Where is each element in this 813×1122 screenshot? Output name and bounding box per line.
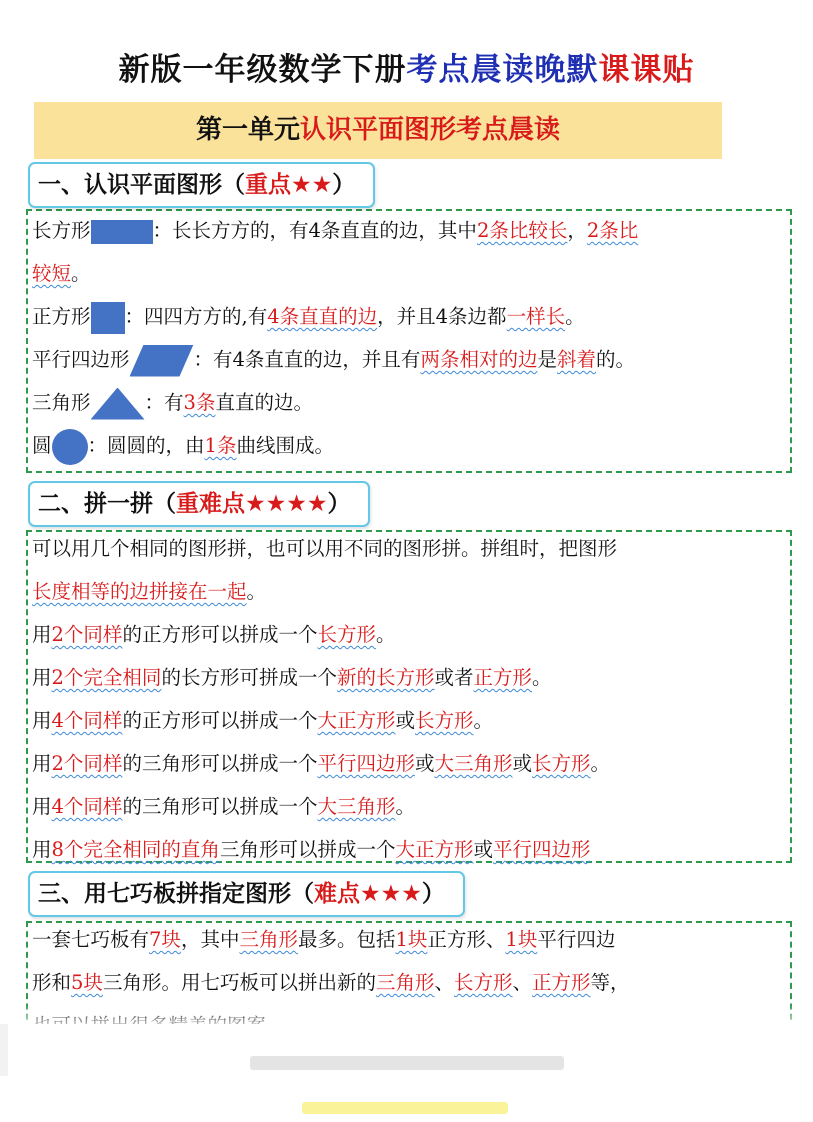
blurred-caption: [250, 1056, 564, 1070]
text: 长方形: [32, 219, 91, 242]
text: 正方形、: [427, 928, 506, 951]
text: 可以用几个相同的图形拼，也可以用不同的图形拼。拼组时，把图形: [32, 537, 618, 560]
text: 用: [32, 795, 52, 818]
highlight: 4个同样: [51, 795, 123, 818]
section1-close: ）: [332, 172, 356, 198]
highlight: 4个同样: [51, 709, 123, 732]
text: ：圆圆的，由: [87, 434, 205, 457]
highlight: 4条直直的边: [267, 305, 378, 328]
text: 的正方形可以拼成一个: [122, 623, 318, 646]
highlight: 正方形: [532, 971, 591, 994]
s2-line5: [32, 699, 792, 742]
highlight: 正方形: [473, 666, 532, 689]
title-part2: 考点晨读晚默: [406, 52, 599, 88]
left-edge-mark: [0, 1024, 8, 1076]
section1-content: [32, 209, 792, 467]
text: 。: [565, 305, 585, 328]
text: 曲线围成。: [236, 434, 334, 457]
section3-close: ）: [421, 881, 445, 907]
s2-line2: [32, 570, 792, 613]
text: 用: [32, 666, 52, 689]
highlight: 长方形: [532, 752, 591, 775]
text: 。: [246, 580, 267, 603]
highlight: 1块: [395, 928, 428, 951]
text: 的三角形可以拼成一个: [122, 752, 318, 775]
text: 用: [32, 623, 52, 646]
section3-heading: [28, 871, 465, 917]
s2-line1: [32, 527, 792, 570]
highlight: 平行四边形: [317, 752, 415, 775]
text: 用: [32, 709, 52, 732]
triangle-shape-icon: [91, 388, 145, 420]
section3-tag: 难点★★★: [314, 881, 422, 907]
circle-shape-icon: [52, 429, 88, 465]
highlight: 长方形: [414, 709, 474, 732]
section1-heading: [28, 162, 375, 208]
rectangle-shape-icon: [91, 220, 153, 244]
text: ：有4条直直的边，并且有: [193, 348, 421, 371]
section3-heading-text: 三、用七巧板拼指定图形（: [38, 881, 314, 907]
line-parallelogram: [32, 338, 792, 381]
square-shape-icon: [91, 302, 125, 334]
highlight: 2个同样: [51, 752, 123, 775]
text: 三角形: [32, 391, 91, 414]
text: ，其中: [180, 928, 240, 951]
text: 的正方形可以拼成一个: [122, 709, 318, 732]
text: 或: [473, 838, 493, 861]
highlight: 长度相等的边拼接在一起: [32, 580, 247, 603]
text: 圆: [32, 434, 52, 457]
s2-line3: [32, 613, 792, 656]
line-triangle: [32, 381, 792, 424]
section2-heading: [28, 481, 370, 527]
text: ，并且4条边都: [377, 305, 507, 328]
text: 正方形: [32, 305, 91, 328]
text: ：有: [144, 391, 184, 414]
highlight: 三角形: [375, 971, 435, 994]
highlight: 1块: [505, 928, 538, 951]
text: ，: [567, 219, 587, 242]
text: 的三角形可以拼成一个: [122, 795, 318, 818]
s2-line8: [32, 828, 792, 871]
text: 是: [537, 348, 557, 371]
text: ：长长方方的，有4条直直的边，其中: [152, 219, 477, 242]
s2-line6: [32, 742, 792, 785]
s2-line4: [32, 656, 792, 699]
text: 平行四边形: [32, 348, 130, 371]
text: 用: [32, 838, 52, 861]
highlight: 平行四边形: [492, 838, 591, 861]
text: 、: [434, 971, 454, 994]
text: 的。: [595, 348, 635, 371]
text: 用: [32, 752, 52, 775]
title-part3: 课课贴: [598, 52, 695, 88]
highlight: 长方形: [317, 623, 376, 646]
line-rectangle: [32, 209, 792, 252]
unit-prefix: 第一单元: [195, 115, 300, 145]
text: 一套七巧板有: [32, 928, 150, 951]
text: 直直的边。: [215, 391, 313, 414]
highlight: 大三角形: [317, 795, 396, 818]
highlight: 大正方形: [317, 709, 396, 732]
highlight: 三角形: [239, 928, 298, 951]
text: 、: [512, 971, 533, 994]
text: 的长方形可拼成一个: [161, 666, 337, 689]
s3-line1: [32, 918, 792, 961]
text: 或: [414, 752, 435, 775]
section1-heading-text: 一、认识平面图形（: [38, 172, 245, 198]
highlight: 7块: [149, 928, 181, 951]
section2-close: ）: [327, 491, 351, 517]
highlight: 长方形: [453, 971, 513, 994]
s2-line7: [32, 785, 792, 828]
highlight: 2条比较长: [476, 219, 568, 242]
highlight: 斜着: [556, 348, 596, 371]
highlight: 两条相对的边: [420, 348, 538, 371]
highlight: 3条: [183, 391, 216, 414]
section2-content: [32, 527, 792, 871]
unit-name: 认识平面图形考点晨读: [300, 115, 561, 145]
section2-tag: 重难点★★★★: [176, 491, 328, 517]
text: 三角形。用七巧板可以拼出新的: [102, 971, 376, 994]
text: 。: [375, 623, 396, 646]
text: 或: [512, 752, 533, 775]
text: 三角形可以拼成一个: [219, 838, 396, 861]
line-rectangle-cont: [32, 252, 792, 295]
text: 。: [532, 666, 552, 689]
text: 。: [395, 795, 415, 818]
text: 。: [71, 262, 91, 285]
highlight: 新的长方形: [336, 666, 435, 689]
text: 等，: [590, 971, 630, 994]
highlight: 5块: [71, 971, 103, 994]
highlight: 8个完全相同的直角: [51, 838, 220, 861]
line-circle: [32, 424, 792, 467]
text: 最多。包括: [297, 928, 396, 951]
text: 或: [395, 709, 415, 732]
page-title: [0, 44, 813, 89]
text: 或者: [434, 666, 474, 689]
highlight: 较短: [32, 262, 72, 285]
highlight: 1条: [204, 434, 237, 457]
section2-heading-text: 二、拼一拼（: [38, 491, 176, 517]
text: 形和: [32, 971, 72, 994]
text: ：四四方方的,有: [124, 305, 268, 328]
text: 。: [473, 709, 494, 732]
line-square: [32, 295, 792, 338]
blurred-highlight: [302, 1102, 508, 1114]
unit-banner: [34, 102, 722, 159]
highlight: 2条比: [586, 219, 639, 242]
highlight: 2个同样: [51, 623, 123, 646]
s3-line2: [32, 961, 792, 1004]
text: 。: [590, 752, 611, 775]
highlight: 大正方形: [395, 838, 474, 861]
highlight: 2个完全相同: [51, 666, 162, 689]
parallelogram-shape-icon: [130, 345, 194, 377]
text: 平行四边: [537, 928, 616, 951]
highlight: 一样长: [506, 305, 566, 328]
highlight: 大三角形: [434, 752, 513, 775]
section1-tag: 重点★★: [245, 172, 333, 198]
title-part1: 新版一年级数学下册: [118, 52, 407, 88]
